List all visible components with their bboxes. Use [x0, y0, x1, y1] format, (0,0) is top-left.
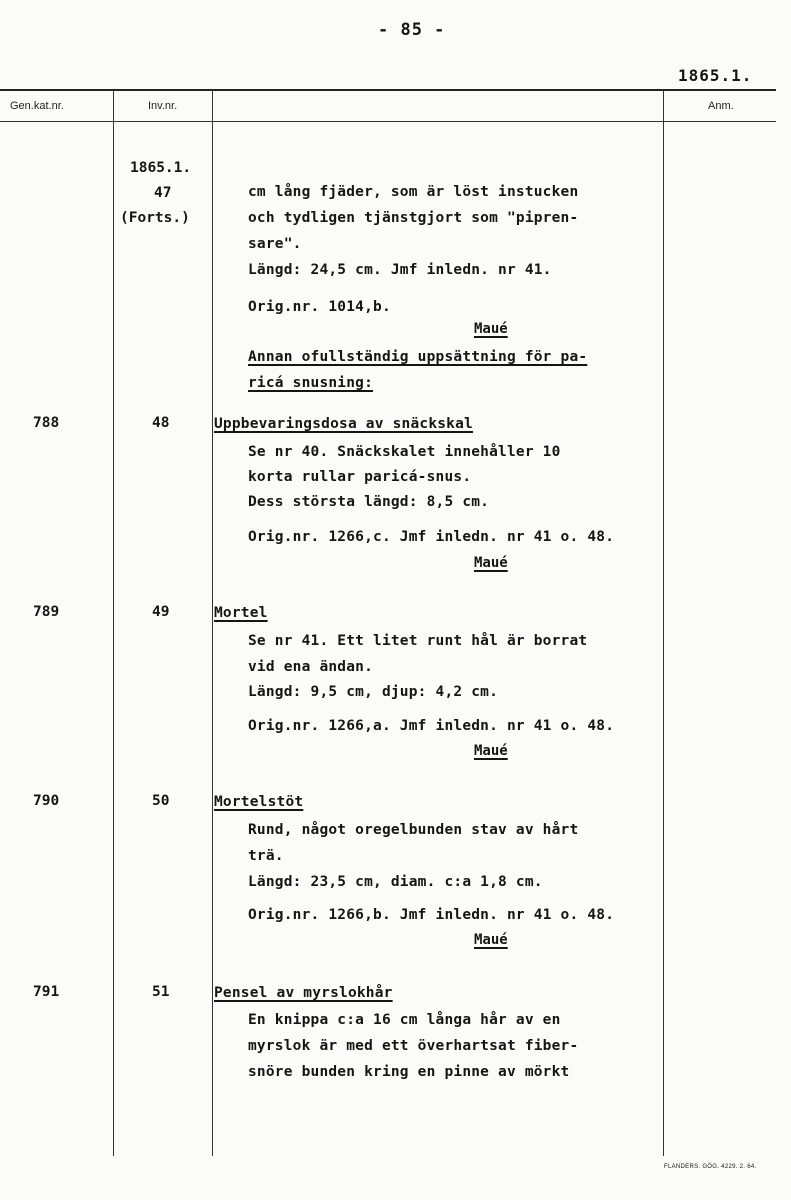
- column-rule-1: [113, 90, 114, 1156]
- gen-kat-number: 789: [33, 604, 60, 620]
- header-inv: Inv.nr.: [148, 100, 178, 112]
- entry-line: Dess största längd: 8,5 cm.: [248, 494, 490, 510]
- entry-signature: Maué: [474, 743, 508, 759]
- cont-line: Längd: 24,5 cm. Jmf inledn. nr 41.: [248, 262, 552, 278]
- gen-kat-number: 791: [33, 984, 60, 1000]
- entry-line: Rund, något oregelbunden stav av hårt: [248, 822, 579, 838]
- printer-mark: FLANDERS. GÖG. 4229. 2. 64.: [664, 1164, 757, 1170]
- inv-number: 50: [152, 793, 170, 809]
- entry-line: vid ena ändan.: [248, 659, 374, 675]
- cont-signature: Maué: [474, 321, 508, 337]
- column-rule-3: [663, 90, 664, 1156]
- entry-title: Mortel: [214, 605, 268, 621]
- cont-heading-line: Annan ofullständig uppsättning för pa-: [248, 349, 588, 365]
- header-gen-kat: Gen.kat.nr.: [10, 100, 64, 112]
- entry-line: Längd: 9,5 cm, djup: 4,2 cm.: [248, 684, 499, 700]
- entry-signature: Maué: [474, 932, 508, 948]
- header-anm: Anm.: [708, 100, 734, 112]
- page-year-label: 1865.1.: [678, 66, 753, 85]
- entry-line: Orig.nr. 1266,a. Jmf inledn. nr 41 o. 48.: [248, 718, 615, 734]
- cont-inv-no: 47: [154, 185, 172, 201]
- entry-line: trä.: [248, 848, 284, 864]
- header-bottom-rule: [0, 121, 776, 122]
- entry-title: Uppbevaringsdosa av snäckskal: [214, 416, 473, 432]
- entry-line: Orig.nr. 1266,c. Jmf inledn. nr 41 o. 48.: [248, 529, 615, 545]
- entry-line: Orig.nr. 1266,b. Jmf inledn. nr 41 o. 48.: [248, 907, 615, 923]
- gen-kat-number: 788: [33, 415, 60, 431]
- entry-signature: Maué: [474, 555, 508, 571]
- gen-kat-number: 790: [33, 793, 60, 809]
- entry-line: myrslok är med ett överhartsat fiber-: [248, 1038, 579, 1054]
- entry-line: Längd: 23,5 cm, diam. c:a 1,8 cm.: [248, 874, 543, 890]
- inv-number: 49: [152, 604, 170, 620]
- entry-line: Se nr 40. Snäckskalet innehåller 10: [248, 444, 561, 460]
- cont-line: cm lång fjäder, som är löst instucken: [248, 184, 579, 200]
- cont-line: Orig.nr. 1014,b.: [248, 299, 391, 315]
- entry-line: Se nr 41. Ett litet runt hål är borrat: [248, 633, 588, 649]
- cont-inv-year: 1865.1.: [130, 160, 192, 176]
- column-rule-2: [212, 90, 213, 1156]
- entry-title: Pensel av myrslokhår: [214, 985, 393, 1001]
- header-top-rule: [0, 89, 776, 91]
- entry-line: En knippa c:a 16 cm långa hår av en: [248, 1012, 561, 1028]
- cont-heading-line: ricá snusning:: [248, 375, 374, 391]
- page-number: - 85 -: [378, 20, 446, 40]
- inv-number: 51: [152, 984, 170, 1000]
- cont-forts: (Forts.): [120, 210, 190, 226]
- entry-line: snöre bunden kring en pinne av mörkt: [248, 1064, 570, 1080]
- entry-line: korta rullar paricá-snus.: [248, 469, 472, 485]
- cont-line: och tydligen tjänstgjort som "pipren-: [248, 210, 579, 226]
- entry-title: Mortelstöt: [214, 794, 304, 810]
- inv-number: 48: [152, 415, 170, 431]
- cont-line: sare".: [248, 236, 302, 252]
